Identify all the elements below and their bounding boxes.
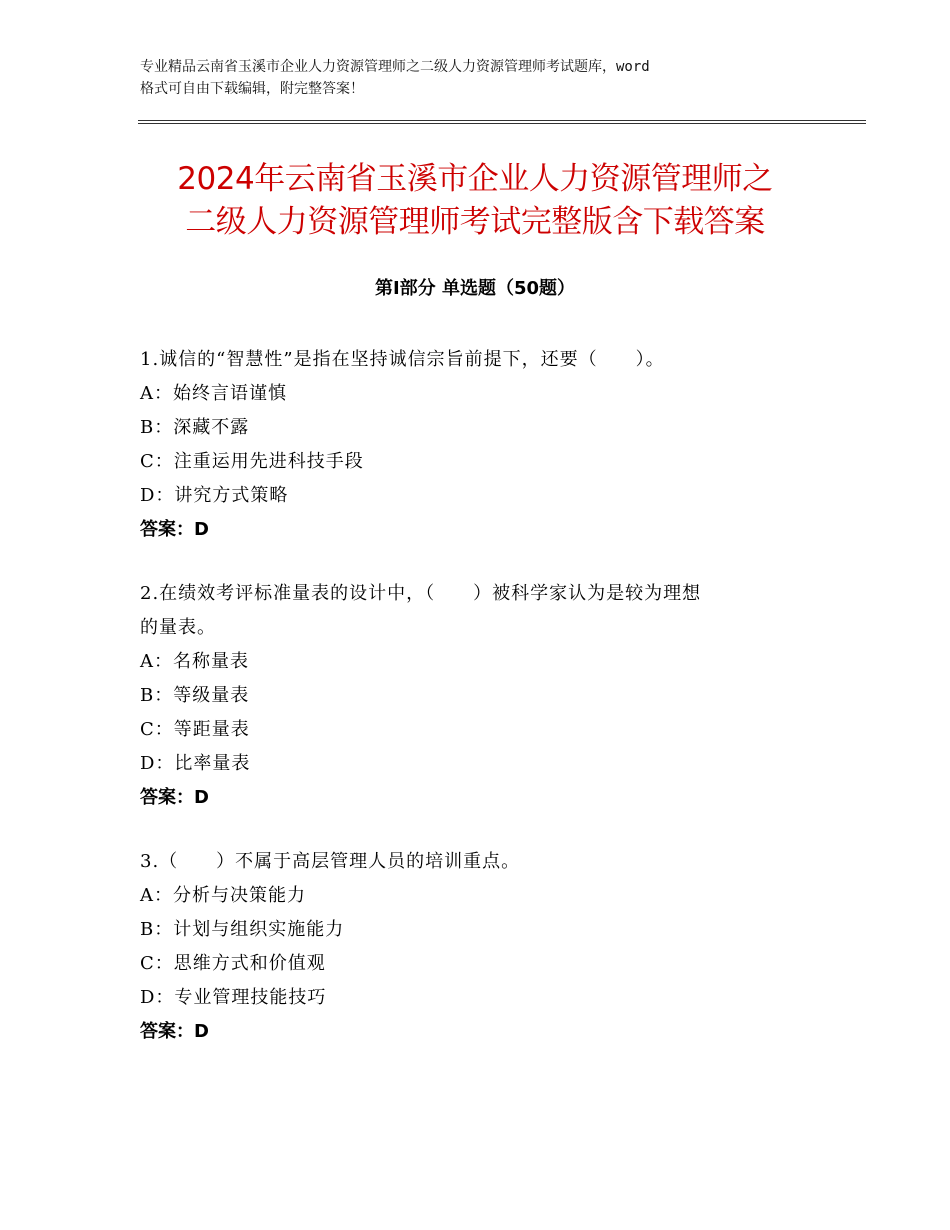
document-title-line-2: 二级人力资源管理师考试完整版含下载答案 <box>185 204 765 240</box>
section-title: 第Ⅰ部分 单选题（50题） <box>374 278 575 299</box>
option-a: A：分析与决策能力 <box>140 885 306 906</box>
question-stem: 1.诚信的“智慧性”是指在坚持诚信宗旨前提下，还要（ ）。 <box>140 349 665 370</box>
answer-label: 答案：D <box>140 519 209 540</box>
answer-label: 答案：D <box>140 787 209 808</box>
option-b: B：计划与组织实施能力 <box>140 919 345 940</box>
document-title-line-1: 2024年云南省玉溪市企业人力资源管理师之 <box>177 161 773 197</box>
option-d: D：讲究方式策略 <box>140 485 289 506</box>
answer-label: 答案：D <box>140 1021 209 1042</box>
header-note-line-2: 格式可自由下载编辑，附完整答案！ <box>140 81 364 97</box>
option-c: C：等距量表 <box>140 719 250 740</box>
header-note-line-1: 专业精品云南省玉溪市企业人力资源管理师之二级人力资源管理师考试题库，word <box>140 59 650 75</box>
option-a: A：名称量表 <box>140 651 249 672</box>
header-note <box>140 56 840 100</box>
option-b: B：等级量表 <box>140 685 250 706</box>
header-divider <box>138 120 866 124</box>
question-list <box>140 343 820 1079</box>
question-3 <box>140 845 820 1049</box>
question-stem: 3.（ ）不属于高层管理人员的培训重点。 <box>140 851 521 872</box>
option-b: B：深藏不露 <box>140 417 250 438</box>
question-stem: 2.在绩效考评标准量表的设计中，（ ）被科学家认为是较为理想 <box>140 583 702 604</box>
option-d: D：比率量表 <box>140 753 251 774</box>
option-a: A：始终言语谨慎 <box>140 383 287 404</box>
option-c: C：思维方式和价值观 <box>140 953 326 974</box>
option-c: C：注重运用先进科技手段 <box>140 451 364 472</box>
question-2 <box>140 577 820 815</box>
question-stem-continued: 的量表。 <box>140 617 216 638</box>
option-d: D：专业管理技能技巧 <box>140 987 327 1008</box>
document-title <box>100 158 850 244</box>
question-1 <box>140 343 820 547</box>
